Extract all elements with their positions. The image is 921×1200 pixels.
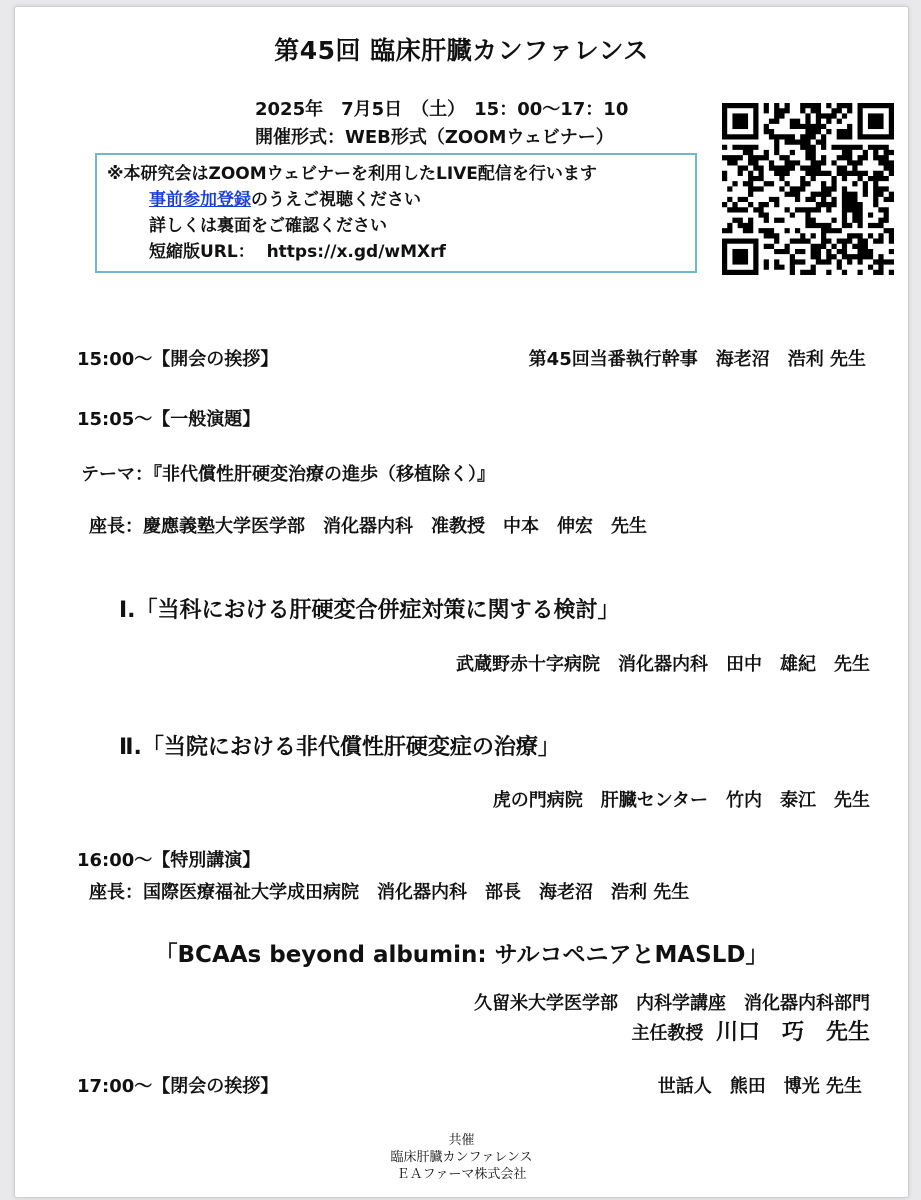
general-session-chair: 座長：慶應義塾大学医学部 消化器内科 准教授 中本 伸宏 先生 <box>89 516 647 537</box>
event-format: 開催形式：WEB形式（ZOOMウェビナー） <box>255 127 614 148</box>
talk1-speaker: 武蔵野赤十字病院 消化器内科 田中 雄紀 先生 <box>456 654 870 675</box>
notice-line-register <box>107 187 685 213</box>
notice-line-details <box>107 213 685 239</box>
closing-time: 17:00～【閉会の挨拶】 <box>77 1076 279 1097</box>
speaker-position: 主任教授 <box>631 1023 704 1044</box>
page-title: 第45回 臨床肝臓カンファレンス <box>274 36 649 65</box>
opening-speaker: 第45回当番執行幹事 海老沼 浩利 先生 <box>528 349 866 370</box>
footer-org-1: 臨床肝臓カンファレンス <box>390 1150 533 1165</box>
notice-details-post: をご確認ください <box>251 216 387 236</box>
general-session-time: 15:05～【一般演題】 <box>77 409 261 430</box>
footer-cohost-label: 共催 <box>448 1133 475 1148</box>
registration-link[interactable]: 事前参加登録 <box>149 190 251 210</box>
footer-org-2: ＥＡファーマ株式会社 <box>396 1167 527 1182</box>
qr-code-icon[interactable] <box>722 103 894 275</box>
closing-speaker: 世話人 熊田 博光 先生 <box>657 1076 862 1097</box>
url-label: 短縮版URL： <box>149 242 255 262</box>
short-url[interactable]: https://x.gd/wMXrf <box>266 242 446 262</box>
notice-line-live: ※本研究会はZOOMウェビナーを利用したLIVE配信を行います <box>107 164 597 184</box>
flyer-page <box>14 6 909 1198</box>
notice-register-rest: のうえご視聴ください <box>251 190 421 210</box>
special-lecture-title: 「BCAAs beyond albumin: サルコペニアとMASLD」 <box>154 942 769 968</box>
special-lecture-speaker <box>631 1015 870 1046</box>
special-lecture-time: 16:00～【特別講演】 <box>77 850 261 871</box>
notice-box <box>95 153 697 273</box>
speaker-name: 川口 巧 先生 <box>715 1020 870 1045</box>
event-datetime: 2025年 7月5日 （土） 15：00～17：10 <box>255 99 629 120</box>
talk2-speaker: 虎の門病院 肝臓センター 竹内 泰江 先生 <box>492 790 870 811</box>
special-lecture-chair: 座長：国際医療福祉大学成田病院 消化器内科 部長 海老沼 浩利 先生 <box>89 882 690 903</box>
talk1-title: Ⅰ.「当科における肝硬変合併症対策に関する検討」 <box>119 598 620 623</box>
notice-details-emph: 裏面 <box>217 216 251 236</box>
notice-line-url <box>107 239 685 265</box>
footer-cohost <box>15 1132 908 1183</box>
talk2-title: Ⅱ.「当院における非代償性肝硬変症の治療」 <box>119 735 560 760</box>
notice-details-pre: 詳しくは <box>149 216 217 236</box>
general-session-theme: テーマ：『非代償性肝硬変治療の進歩（移植除く）』 <box>81 464 495 485</box>
special-lecture-affiliation: 久留米大学医学部 内科学講座 消化器内科部門 <box>474 993 870 1014</box>
opening-time: 15:00～【開会の挨拶】 <box>77 349 279 370</box>
